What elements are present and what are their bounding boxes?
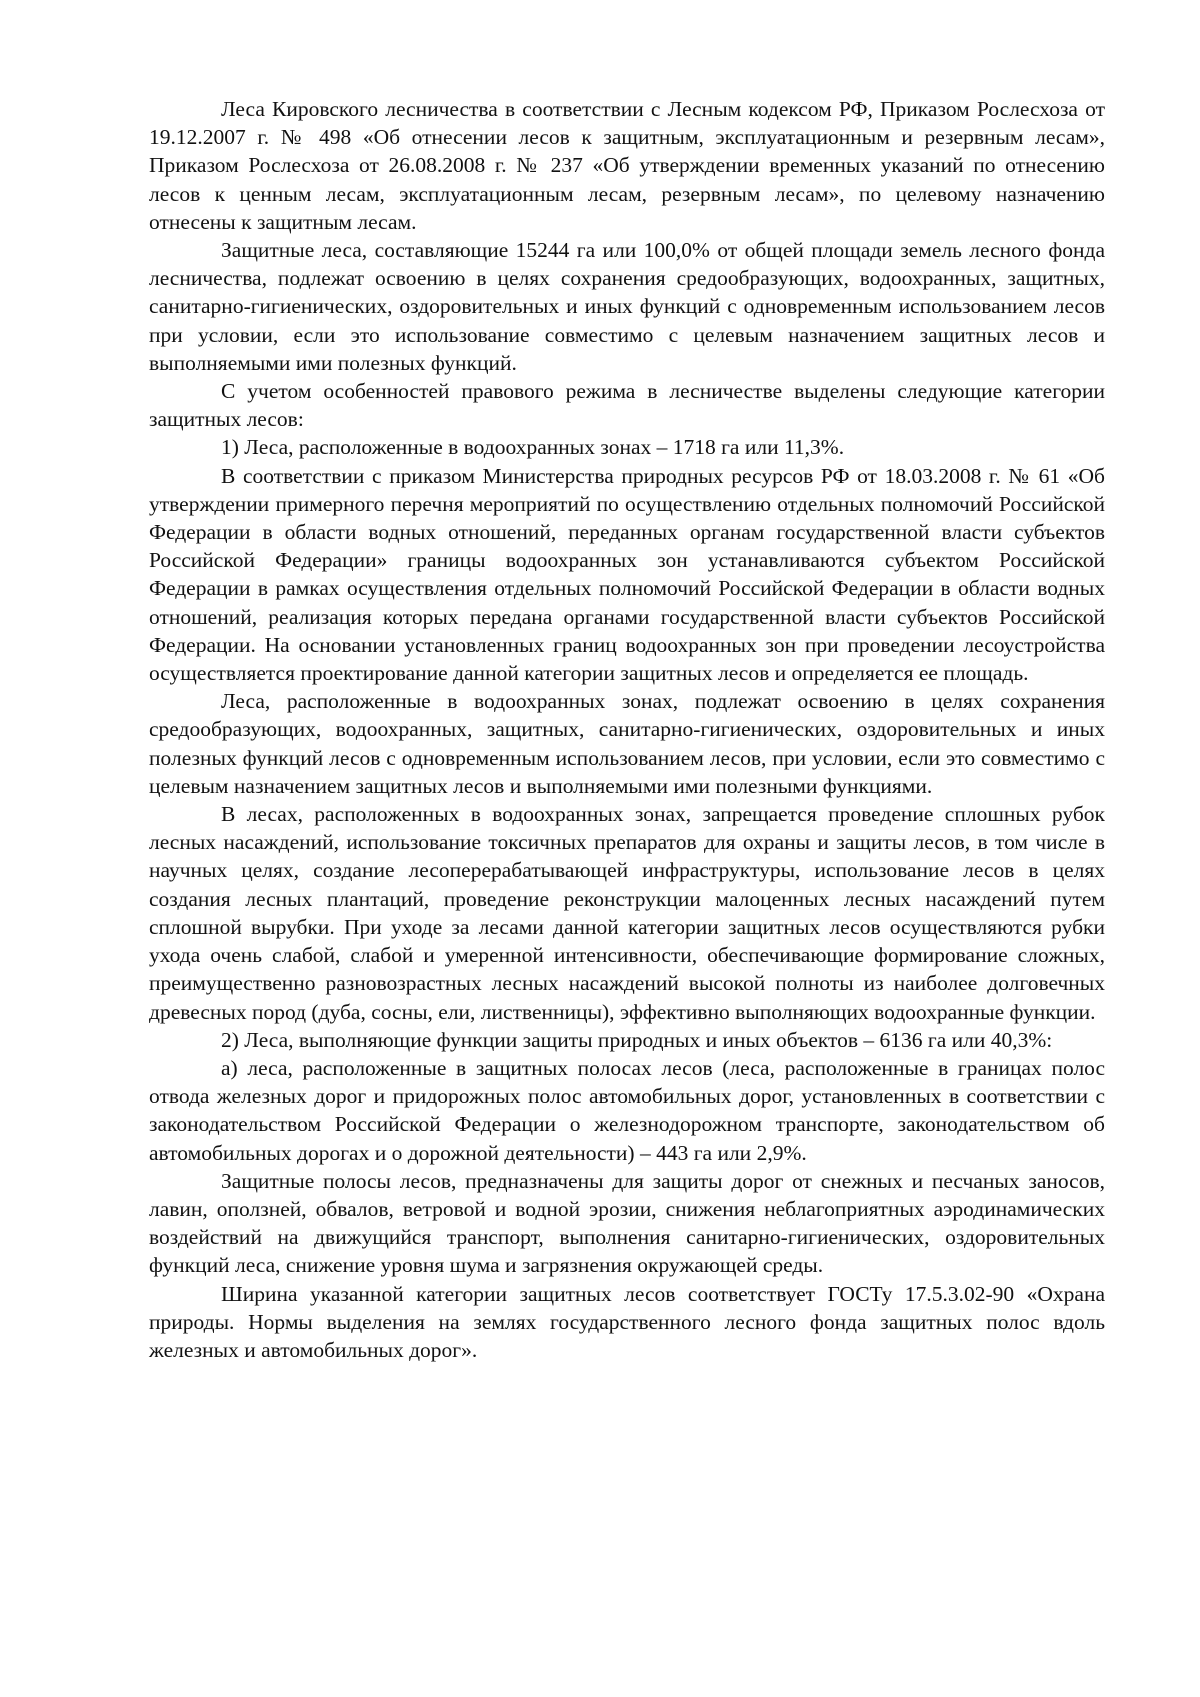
paragraph-ministry-order: В соответствии с приказом Министерства природных ресурсов РФ от 18.03.2008 г. № 61 «Об утверждении примерного перечня мероприятий по осуществлению отдельных полномочий Российской Федерации в области водных отношений, переданных органам государственной власти субъектов Российской Федерации» границы водоохранных зон устанавливаются субъектом Российской Федерации в рамках осуществления отдельных полномочий Российской Федерации в области водных отношений, реализация которых передана органами государственной власти субъектов Российской Федерации. На основании установленных границ водоохранных зон при проведении лесоустройства осуществляется проектирование данной категории защитных лесов и определяется ее площадь. (149, 463, 1105, 686)
paragraph-strip-width-gost: Ширина указанной категории защитных лесов соответствует ГОСТу 17.5.3.02-90 «Охрана природы. Нормы выделения на землях государственного лесного фонда защитных полос вдоль железных и автомобильных дорог». (149, 1281, 1105, 1362)
list-item-protective-strips: а) леса, расположенные в защитных полосах лесов (леса, расположенные в границах полос отвода железных дорог и придорожных полос автомобильных дорог, установленных в соответствии с законодательством Российской Федерации о железнодорожном транспорте, законодательством об автомобильных дорогах и о дорожной деятельности) – 443 га или 2,9%. (149, 1055, 1105, 1165)
list-item-water-protection-zones: 1) Леса, расположенные в водоохранных зонах – 1718 га или 11,3%. (221, 435, 845, 460)
paragraph-protective-forests-area: Защитные леса, составляющие 15244 га или 100,0% от общей площади земель лесного фонда лесничества, подлежат освоению в целях сохранения средообразующих, водоохранных, защитных, санитарно-гигиенических, оздоровительных и иных функций с одновременным использованием лесов при условии, если это использование совместимо с целевым назначением защитных лесов и выполняемыми ими полезных функций. (149, 238, 1105, 375)
paragraph-protective-strips-purpose: Защитные полосы лесов, предназначены для защиты дорог от снежных и песчаных заносов, лавин, оползней, обвалов, ветровой и водной эрозии, снижения неблагоприятных аэродинамических воздействий на движущийся транспорт, выполнения санитарно-гигиенических, оздоровительных функций леса, снижение уровня шума и загрязнения окружающей среды. (149, 1168, 1105, 1278)
document-page (149, 95, 1105, 1364)
list-item-protection-of-objects: 2) Леса, выполняющие функции защиты природных и иных объектов – 6136 га или 40,3%: (221, 1027, 1053, 1052)
paragraph-categories-intro: С учетом особенностей правового режима в лесничестве выделены следующие категории защитных лесов: (149, 379, 1105, 432)
paragraph-water-zone-restrictions: В лесах, расположенных в водоохранных зонах, запрещается проведение сплошных рубок лесных насаждений, использование токсичных препаратов для охраны и защиты лесов, в том числе в научных целях, создание лесоперерабатывающей инфраструктуры, использование лесов в целях создания лесных плантаций, проведение реконструкции малоценных лесных насаждений путем сплошной вырубки. При уходе за лесами данной категории защитных лесов осуществляются рубки ухода очень слабой, слабой и умеренной интенсивности, обеспечивающие формирование сложных, преимущественно разновозрастных лесных насаждений высокой полноты из наиболее долговечных древесных пород (дуба, сосны, ели, лиственницы), эффективно выполняющих водоохранные функции. (149, 802, 1105, 1024)
paragraph-forest-classification: Леса Кировского лесничества в соответствии с Лесным кодексом РФ, Приказом Рослесхоза от 19.12.2007 г. № 498 «Об отнесении лесов к защитным, эксплуатационным и резервным лесам», Приказом Рослесхоза от 26.08.2008 г. № 237 «Об утверждении временных указаний по отнесению лесов к ценным лесам, эксплуатационным лесам, резервным лесам», по целевому назначению отнесены к защитным лесам. (149, 97, 1105, 234)
paragraph-water-zone-forests-use: Леса, расположенные в водоохранных зонах, подлежат освоению в целях сохранения средообразующих, водоохранных, защитных, санитарно-гигиенических, оздоровительных и иных полезных функций лесов с одновременным использованием лесов, при условии, если это совместимо с целевым назначением защитных лесов и выполняемыми ими полезными функциями. (149, 689, 1105, 798)
